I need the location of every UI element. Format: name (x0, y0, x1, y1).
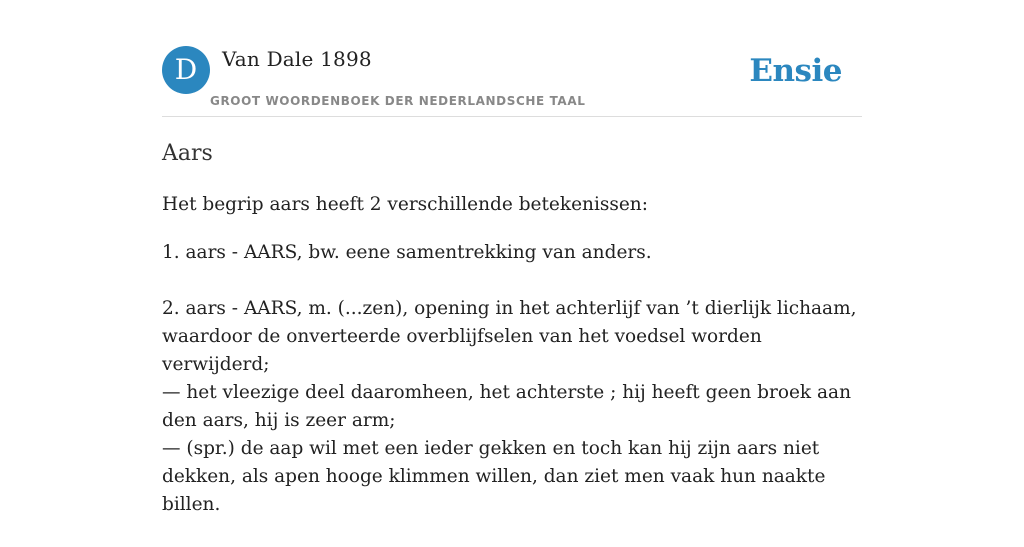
entry-title: Aars (162, 141, 213, 166)
ensie-logo[interactable]: Ensie (749, 53, 842, 89)
header (162, 46, 862, 117)
source-name[interactable]: Van Dale 1898 (222, 47, 372, 71)
entry-intro: Het begrip aars heeft 2 verschillende betekenissen: (162, 194, 648, 215)
source-avatar[interactable]: D (162, 46, 210, 94)
definition-item: 1. aars - AARS, bw. eene samentrekking van anders. (162, 242, 652, 263)
definition-item: 2. aars - AARS, m. (...zen), opening in het achterlijf van ’t dierlijk lichaam, waardoor de onverteerde overblijfselen van het voedsel worden verwijderd; — het vleezige deel daaromheen, het achterste ; hij heeft geen broek aan den aars, hij is zeer arm; — (spr.) de aap wil met een ieder gekken en toch kan hij zijn aars niet dekken, als apen hooge klimmen willen, dan ziet men vaak hun naakte billen. (162, 298, 857, 515)
source-subtitle: GROOT WOORDENBOEK DER NEDERLANDSCHE TAAL (210, 94, 586, 108)
definitions-list (162, 239, 867, 547)
